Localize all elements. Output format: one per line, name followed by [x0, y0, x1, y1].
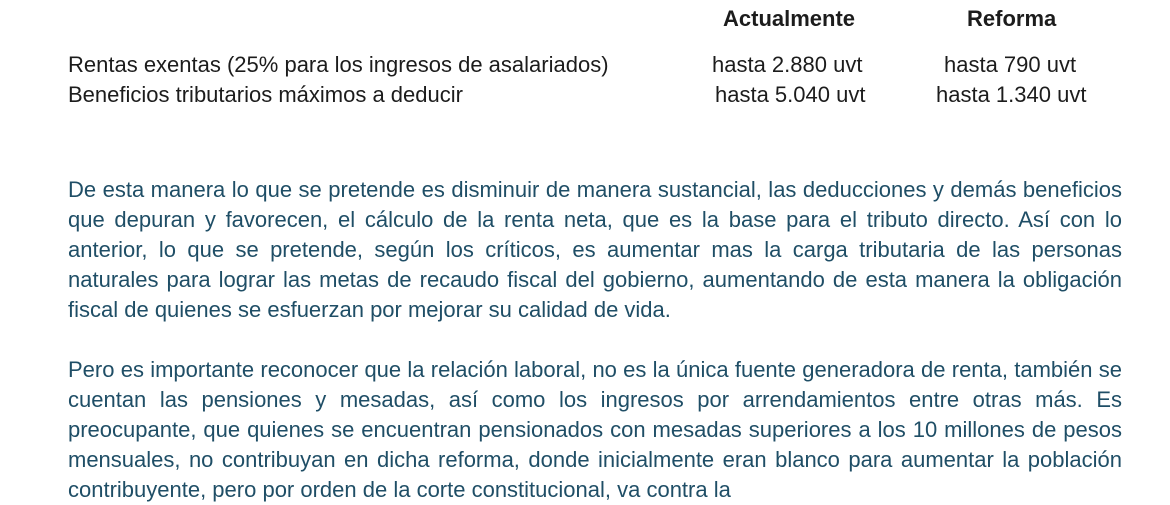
row-label-beneficios-tributarios: Beneficios tributarios máximos a deducir: [68, 82, 463, 107]
column-header-current: Actualmente: [723, 6, 856, 31]
row-value-rentas-exentas-current: hasta 2.880 uvt: [712, 52, 863, 77]
row-value-beneficios-tributarios-reform: hasta 1.340 uvt: [936, 82, 1087, 107]
paragraph-fuentes-renta: Pero es importante reconocer que la relación laboral, no es la única fuente generadora de renta, también se cuentan las pensiones y mesadas, así como los ingresos por arrendamientos entre otras más. Es preocupante, que quienes se encuentran pensionados con mesadas superiores a los 10 millones de pesos mensuales, no contribuyan en dicha reforma, donde inicialmente eran blanco para aumentar la población contribuyente, pero por orden de la corte constitucional, va contra la: [68, 357, 1122, 502]
column-header-reform: Reforma: [967, 6, 1057, 31]
paragraph-deducciones: De esta manera lo que se pretende es disminuir de manera sustancial, las deducciones y demás beneficios que depuran y favorecen, el cálculo de la renta neta, que es la base para el tributo directo. Así con lo anterior, lo que se pretende, según los críticos, es aumentar mas la carga tributaria de las personas naturales para lograr las metas de recaudo fiscal del gobierno, aumentando de esta manera la obligación fiscal de quienes se esfuerzan por mejorar su calidad de vida.: [68, 177, 1122, 322]
row-value-beneficios-tributarios-current: hasta 5.040 uvt: [715, 82, 866, 107]
row-value-rentas-exentas-reform: hasta 790 uvt: [944, 52, 1077, 77]
row-label-rentas-exentas: Rentas exentas (25% para los ingresos de asalariados): [68, 52, 609, 77]
